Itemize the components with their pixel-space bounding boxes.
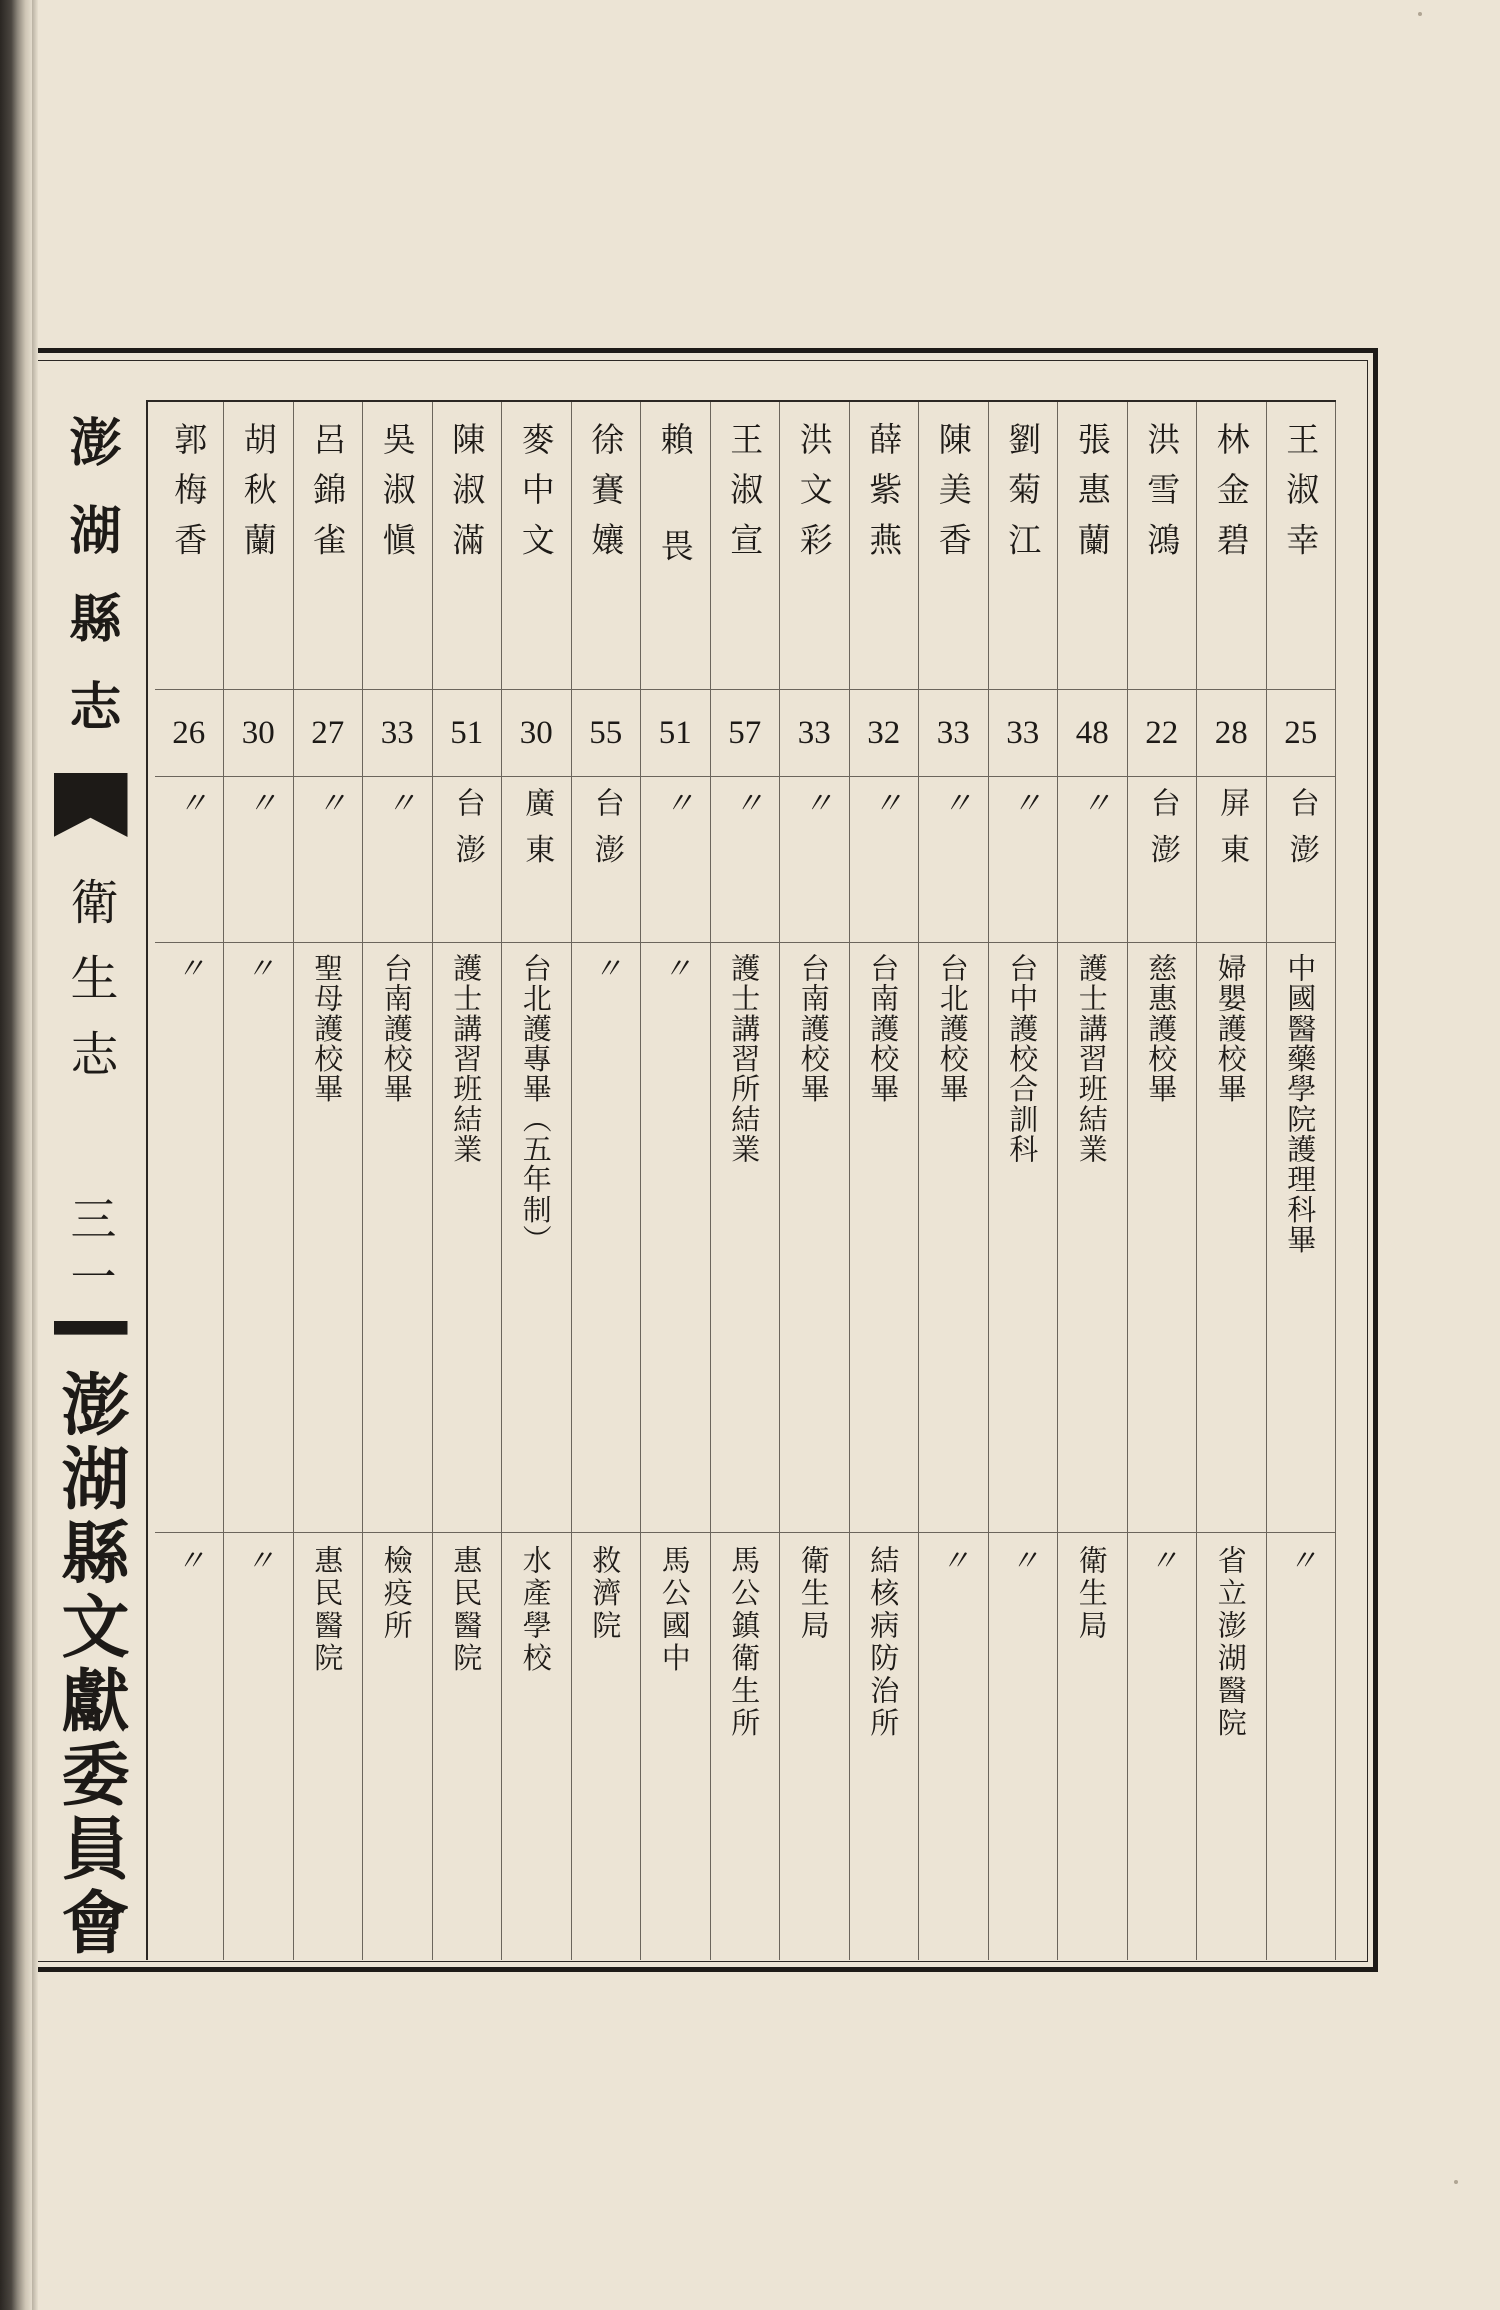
origin-cell (433, 787, 502, 907)
name-cell (780, 422, 849, 682)
origin-cell-text: 〃 (798, 787, 832, 834)
name-cell-text: 呂錦雀 (308, 422, 348, 573)
workplace-cell (641, 1532, 710, 1952)
name-cell (1128, 422, 1197, 682)
roster-column (433, 402, 503, 1960)
name-cell-text: 胡秋蘭 (238, 422, 278, 573)
name-cell-text: 陳美香 (933, 422, 973, 573)
name-cell (1197, 422, 1266, 682)
age-cell-text: 32 (867, 714, 901, 751)
name-cell (502, 422, 571, 682)
roster-column (1197, 402, 1267, 1960)
age-cell-text: 57 (728, 714, 762, 751)
education-cell-text: 台中護校合訓科 (1005, 953, 1040, 1165)
name-cell (1267, 422, 1336, 682)
workplace-cell-text: 〃 (1145, 1545, 1178, 1578)
education-cell-text: 〃 (172, 953, 205, 984)
education-cell-text: 台南護校畢 (866, 953, 901, 1104)
origin-cell-text: 〃 (381, 787, 415, 834)
workplace-cell-text: 〃 (172, 1545, 205, 1578)
origin-cell (502, 787, 571, 907)
origin-cell (1267, 787, 1336, 907)
name-cell-text: 麥中文 (516, 422, 556, 573)
name-cell-text: 劉菊江 (1003, 422, 1043, 573)
name-cell-text: 洪雪鴻 (1142, 422, 1182, 573)
origin-cell (155, 787, 224, 907)
origin-cell (363, 787, 432, 907)
origin-cell-text: 台澎 (1283, 787, 1319, 880)
name-cell-text: 賴 畏 (655, 422, 695, 579)
origin-cell (780, 787, 849, 907)
workplace-cell-text: 救濟院 (588, 1545, 623, 1643)
age-cell-text: 51 (450, 714, 484, 751)
name-cell-text: 張惠蘭 (1072, 422, 1112, 573)
age-cell-text: 33 (1006, 714, 1040, 751)
origin-cell-text: 台澎 (449, 787, 485, 880)
education-cell-text: 護士講習班結業 (449, 953, 484, 1165)
workplace-cell-text: 〃 (1284, 1545, 1317, 1578)
book-binding (0, 0, 32, 2310)
name-cell (433, 422, 502, 682)
age-cell-text: 55 (589, 714, 623, 751)
workplace-cell-text: 〃 (1006, 1545, 1039, 1578)
age-cell (1197, 689, 1266, 777)
workplace-cell (989, 1532, 1058, 1952)
name-cell-text: 林金碧 (1211, 422, 1251, 573)
education-cell-text: 台北護校畢 (935, 953, 970, 1104)
roster-column (780, 402, 850, 1960)
age-cell-text: 33 (797, 714, 831, 751)
origin-cell-text: 台澎 (1144, 787, 1180, 880)
workplace-cell-text: 馬公鎮衛生所 (727, 1545, 762, 1740)
publisher-name: 澎湖縣文獻委員會 (50, 1369, 130, 1961)
age-cell (780, 689, 849, 777)
workplace-cell (363, 1532, 432, 1952)
name-cell (919, 422, 988, 682)
age-cell-text: 27 (311, 714, 345, 751)
education-cell-text: 〃 (658, 953, 691, 984)
origin-cell-text: 廣東 (519, 787, 555, 880)
roster-column (1267, 402, 1337, 1960)
workplace-cell-text: 〃 (936, 1545, 969, 1578)
workplace-cell (224, 1532, 293, 1952)
workplace-cell (780, 1532, 849, 1952)
name-cell-text: 徐賽孃 (586, 422, 626, 573)
age-cell-text: 25 (1284, 714, 1318, 751)
workplace-cell (502, 1532, 571, 1952)
origin-cell-text: 〃 (867, 787, 901, 834)
workplace-cell-text: 馬公國中 (657, 1545, 692, 1675)
education-cell-text: 台北護專畢（五年制） (518, 953, 553, 1255)
age-cell (1128, 689, 1197, 777)
education-cell-text: 〃 (589, 953, 622, 984)
age-cell-text: 30 (519, 714, 553, 751)
workplace-cell-text: 〃 (241, 1545, 274, 1578)
age-cell (572, 689, 641, 777)
workplace-cell-text: 水產學校 (518, 1545, 553, 1675)
name-cell (572, 422, 641, 682)
name-cell (224, 422, 293, 682)
origin-cell (294, 787, 363, 907)
roster-column (989, 402, 1059, 1960)
education-cell-text: 台南護校畢 (379, 953, 414, 1104)
workplace-cell (850, 1532, 919, 1952)
education-cell-text: 護士講習班結業 (1074, 953, 1109, 1165)
workplace-cell-text: 檢疫所 (379, 1545, 414, 1643)
page-number: 三一 (63, 1195, 118, 1311)
origin-cell (224, 787, 293, 907)
name-cell-text: 王淑宣 (725, 422, 765, 573)
origin-cell-text: 〃 (728, 787, 762, 834)
age-cell (294, 689, 363, 777)
paper-speck (1418, 12, 1422, 16)
origin-cell (850, 787, 919, 907)
roster-column (155, 402, 225, 1960)
origin-cell-text: 〃 (242, 787, 276, 834)
fishtail-mark (54, 773, 128, 837)
name-cell (155, 422, 224, 682)
age-cell (989, 689, 1058, 777)
roster-column (1058, 402, 1128, 1960)
origin-cell-text: 〃 (659, 787, 693, 834)
education-cell-text: 婦嬰護校畢 (1213, 953, 1248, 1104)
workplace-cell (155, 1532, 224, 1952)
workplace-cell (711, 1532, 780, 1952)
age-cell (1267, 689, 1336, 777)
paper-speck (1454, 2180, 1458, 2184)
education-cell-text: 〃 (241, 953, 274, 984)
roster-column (294, 402, 364, 1960)
name-cell (294, 422, 363, 682)
age-cell (1058, 689, 1127, 777)
origin-cell-text: 〃 (1076, 787, 1110, 834)
roster-column (641, 402, 711, 1960)
origin-cell (711, 787, 780, 907)
workplace-cell (1058, 1532, 1127, 1952)
workplace-cell (1197, 1532, 1266, 1952)
name-cell (1058, 422, 1127, 682)
workplace-cell (1267, 1532, 1336, 1952)
workplace-cell-text: 衛生局 (796, 1545, 831, 1643)
origin-cell-text: 〃 (311, 787, 345, 834)
age-cell-text: 30 (241, 714, 275, 751)
age-cell (919, 689, 988, 777)
name-cell-text: 陳淑滿 (447, 422, 487, 573)
age-cell (711, 689, 780, 777)
age-cell (502, 689, 571, 777)
name-cell (850, 422, 919, 682)
roster-column (363, 402, 433, 1960)
roster-column (224, 402, 294, 1960)
chapter-title: 衛生志 (62, 877, 118, 1105)
roster-column (919, 402, 989, 1960)
education-cell-text: 聖母護校畢 (310, 953, 345, 1104)
age-cell-text: 48 (1075, 714, 1109, 751)
age-cell (363, 689, 432, 777)
education-cell-text: 護士講習所結業 (727, 953, 762, 1165)
workplace-cell (1128, 1532, 1197, 1952)
origin-cell (1197, 787, 1266, 907)
workplace-cell-text: 惠民醫院 (310, 1545, 345, 1675)
origin-cell (1128, 787, 1197, 907)
workplace-cell (572, 1532, 641, 1952)
education-cell-text: 中國醫藥學院護理科畢 (1283, 953, 1318, 1255)
education-cell-text: 台南護校畢 (796, 953, 831, 1104)
age-cell-text: 26 (172, 714, 206, 751)
name-cell (711, 422, 780, 682)
age-cell-text: 33 (380, 714, 414, 751)
name-cell-text: 洪文彩 (794, 422, 834, 573)
roster-column (850, 402, 920, 1960)
age-cell (641, 689, 710, 777)
roster-column (502, 402, 572, 1960)
name-cell-text: 薛紫燕 (864, 422, 904, 573)
origin-cell-text: 〃 (937, 787, 971, 834)
origin-cell-text: 〃 (172, 787, 206, 834)
book-title: 澎湖縣志 (60, 415, 121, 767)
origin-cell-text: 台澎 (588, 787, 624, 880)
origin-cell-text: 屏東 (1214, 787, 1250, 880)
fishtail-lower-mark (54, 1321, 128, 1355)
origin-cell (572, 787, 641, 907)
age-cell (155, 689, 224, 777)
origin-cell (641, 787, 710, 907)
age-cell (433, 689, 502, 777)
margin-column (38, 365, 143, 1965)
name-cell (641, 422, 710, 682)
workplace-cell-text: 惠民醫院 (449, 1545, 484, 1675)
roster-column (711, 402, 781, 1960)
name-cell (363, 422, 432, 682)
workplace-cell (433, 1532, 502, 1952)
name-cell-text: 吳淑愼 (377, 422, 417, 573)
age-cell-text: 22 (1145, 714, 1179, 751)
origin-cell-text: 〃 (1006, 787, 1040, 834)
age-cell-text: 51 (658, 714, 692, 751)
workplace-cell-text: 省立澎湖醫院 (1213, 1545, 1248, 1740)
roster-column (572, 402, 642, 1960)
name-cell-text: 郭梅香 (169, 422, 209, 573)
workplace-cell-text: 結核病防治所 (866, 1545, 901, 1740)
name-cell-text: 王淑幸 (1281, 422, 1321, 573)
workplace-cell-text: 衛生局 (1074, 1545, 1109, 1643)
nurse-roster-table (146, 400, 1336, 1960)
workplace-cell (919, 1532, 988, 1952)
origin-cell (919, 787, 988, 907)
age-cell-text: 33 (936, 714, 970, 751)
age-cell-text: 28 (1214, 714, 1248, 751)
name-cell (989, 422, 1058, 682)
roster-column (1128, 402, 1198, 1960)
workplace-cell (294, 1532, 363, 1952)
education-cell-text: 慈惠護校畢 (1144, 953, 1179, 1104)
origin-cell (989, 787, 1058, 907)
origin-cell (1058, 787, 1127, 907)
age-cell (224, 689, 293, 777)
age-cell (850, 689, 919, 777)
